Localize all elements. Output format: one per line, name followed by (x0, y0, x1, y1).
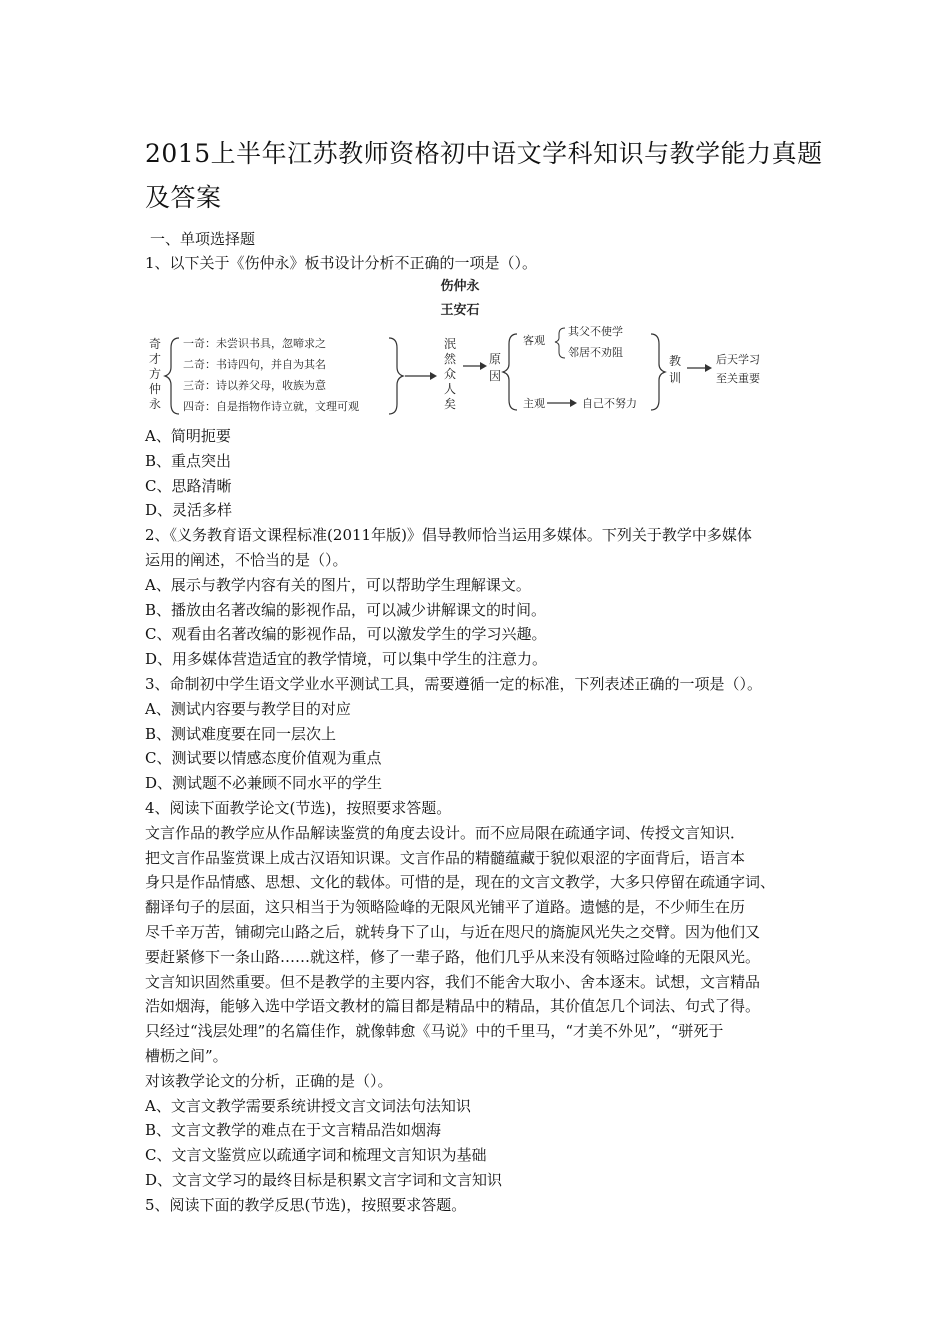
text-line: 翻译句子的层面，这只相当于为领略险峰的无限风光铺平了道路。遗憾的是，不少师生在历 (145, 898, 746, 917)
diagram-left-brace (165, 338, 179, 414)
text-line: 3、命制初中学生语文学业水平测试工具，需要遵循一定的标准，下列表述正确的一项是（）。 (145, 674, 763, 693)
q1-option: B、重点突出 (145, 451, 232, 470)
text-line: 对该教学论文的分析，正确的是（）。 (145, 1071, 393, 1090)
diagram-cause-char: 因 (488, 369, 502, 383)
q1-option: D、灵活多样 (145, 501, 233, 520)
diagram-objective-item: 其父不使学 (568, 325, 623, 338)
text-line: 把文言作品鉴赏课上成古汉语知识课。文言作品的精髓蕴藏于貌似艰涩的字面背后，语言本 (145, 848, 746, 867)
text-line: 身只是作品情感、思想、文化的载体。可惜的是，现在的文言文教学，大多只停留在疏通字词、 (145, 873, 776, 892)
text-line: 5、阅读下面的教学反思(节选)，按照要求答题。 (145, 1195, 467, 1214)
document-body (145, 424, 810, 1218)
text-line: 槽枥之间”。 (145, 1046, 228, 1065)
text-line: B、文言文教学的难点在于文言精品浩如烟海 (145, 1121, 442, 1140)
text-line: A、测试内容要与教学目的对应 (145, 699, 351, 718)
diagram-right-brace (651, 334, 665, 410)
diagram-title: 伤仲永 (440, 279, 480, 294)
text-line: C、测试要以情感态度价值观为重点 (145, 749, 382, 768)
diagram-items-right-brace (389, 338, 403, 414)
diagram-objective-brace (555, 328, 565, 358)
diagram-cause-char: 原 (488, 352, 502, 366)
blackboard-design-diagram (145, 272, 795, 420)
diagram-subjective-arrow-head (570, 399, 577, 407)
diagram-mid-label-char: 然 (443, 352, 457, 366)
text-line: C、观看由名著改编的影视作品，可以激发学生的学习兴趣。 (145, 625, 547, 644)
diagram-item-4: 四奇：自是指物作诗立就，文理可观 (183, 400, 359, 413)
text-line: D、用多媒体营造适宜的教学情境，可以集中学生的注意力。 (145, 650, 548, 669)
diagram-left-label-char: 仲 (148, 382, 162, 396)
diagram-mid-label-char: 矣 (443, 397, 457, 411)
text-line: 要赶紧修下一条山路……就这样，修了一辈子路，他们几乎从来没有领略过险峰的无限风光。 (145, 947, 761, 966)
diagram-lesson-item: 至关重要 (716, 372, 760, 385)
text-line: 尽千辛万苦，铺砌完山路之后，就转身下了山，与近在咫尺的旖旎风光失之交臂。因为他们又 (145, 922, 761, 941)
diagram-item-3: 三奇：诗以养父母，收族为意 (183, 379, 326, 392)
diagram-left-label-char: 永 (148, 397, 162, 411)
diagram-arrow-1-head (430, 372, 437, 380)
diagram-item-2: 二奇：书诗四句，并自为其名 (183, 358, 326, 371)
diagram-lesson-char: 教 (668, 354, 682, 368)
diagram-left-label-char: 方 (148, 367, 162, 381)
diagram-arrow-2-head (480, 362, 487, 370)
text-line: 4、阅读下面教学论文(节选)，按照要求答题。 (145, 798, 452, 817)
diagram-mid-label-char: 泯 (443, 337, 457, 351)
text-line: B、播放由名著改编的影视作品，可以减少讲解课文的时间。 (145, 600, 547, 619)
text-line: A、展示与教学内容有关的图片，可以帮助学生理解课文。 (145, 575, 531, 594)
diagram-left-label-char: 才 (148, 352, 162, 366)
diagram-item-1: 一奇：未尝识书具，忽啼求之 (183, 337, 326, 350)
diagram-arrow-3-head (705, 364, 712, 372)
diagram-objective-item: 邻居不劝阻 (568, 346, 623, 359)
text-line: 2、《义务教育语文课程标准(2011年版)》倡导教师恰当运用多媒体。下列关于教学中多媒体 (145, 526, 752, 545)
diagram-lesson-item: 后天学习 (716, 353, 760, 366)
text-line: D、测试题不必兼顾不同水平的学生 (145, 774, 383, 793)
text-line: D、文言文学习的最终目标是积累文言字词和文言知识 (145, 1170, 503, 1189)
text-line: 只经过“浅层处理”的名篇佳作，就像韩愈《马说》中的千里马，“才美不外见”，“骈死于 (145, 1022, 724, 1041)
text-line: C、文言文鉴赏应以疏通字词和梳理文言知识为基础 (145, 1146, 487, 1165)
document-title: 2015上半年江苏教师资格初中语文学科知识与教学能力真题及答案 (145, 139, 823, 212)
text-line: 文言作品的教学应从作品解读鉴赏的角度去设计。而不应局限在疏通字词、传授文言知识． (145, 823, 746, 842)
text-line: B、测试难度要在同一层次上 (145, 724, 337, 743)
diagram-lesson-char: 训 (668, 371, 682, 385)
question-1-stem: 1、以下关于《伤仲永》板书设计分析不正确的一项是（）。 (145, 254, 538, 272)
diagram-subjective-label: 主观 (523, 397, 545, 410)
text-line: 文言知识固然重要。但不是教学的主要内容，我们不能舍大取小、舍本逐末。试想，文言精品 (145, 972, 761, 991)
diagram-objective-label: 客观 (523, 334, 545, 347)
diagram-subjective-item: 自己不努力 (582, 397, 637, 410)
diagram-mid-label-char: 人 (443, 382, 457, 396)
q1-option: C、思路清晰 (145, 476, 232, 495)
diagram-mid-label-char: 众 (443, 367, 457, 381)
diagram-left-label-char: 奇 (148, 337, 162, 351)
section-heading: 一、单项选择题 (150, 230, 256, 248)
diagram-author: 王安石 (440, 303, 480, 318)
diagram-cause-brace (503, 334, 517, 410)
text-line: 浩如烟海，能够入选中学语文教材的篇目都是精品中的精品，其价值怎几个词法、句式了得。 (145, 997, 761, 1016)
q1-option: A、简明扼要 (145, 427, 231, 445)
text-line: 运用的阐述，不恰当的是（）。 (145, 550, 348, 569)
text-line: A、文言文教学需要系统讲授文言文词法句法知识 (145, 1096, 471, 1115)
